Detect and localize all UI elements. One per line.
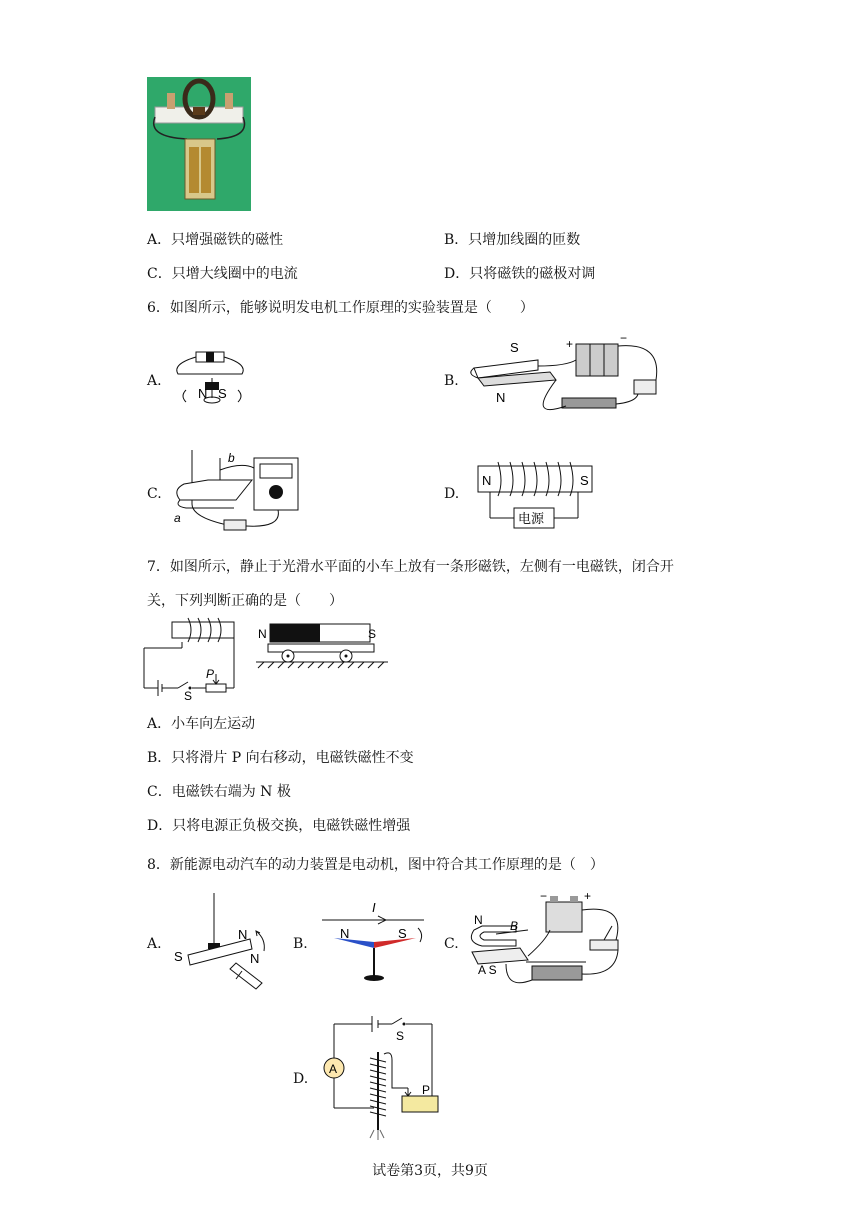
q6-figure-d <box>478 458 598 528</box>
fig8d-s: S <box>396 1029 405 1043</box>
q5-option-c[interactable]: C．只增大线圈中的电流 <box>147 266 298 282</box>
q7-option-b[interactable]: B．只将滑片 P 向右移动，电磁铁磁性不变 <box>147 750 414 766</box>
coil-device-illustration <box>147 77 251 211</box>
q6-figure-c <box>172 448 302 538</box>
fig6a-n: N <box>198 386 208 401</box>
q8-label-c[interactable]: C. <box>444 936 459 952</box>
fig6b-s: S <box>510 340 519 355</box>
q8-figure-c <box>466 890 636 1000</box>
fig8c-b: B <box>510 919 519 933</box>
q6-label-d[interactable]: D. <box>444 486 460 502</box>
fig8b-s: S <box>398 926 407 941</box>
fig8a-n2: N <box>250 951 260 966</box>
fig6d-n: N <box>482 473 492 488</box>
q7-option-d[interactable]: D．只将电源正负极交换，电磁铁磁性增强 <box>147 818 411 834</box>
q7-option-c[interactable]: C．电磁铁右端为 N 极 <box>147 784 291 800</box>
fig8d-ammeter: A <box>329 1062 338 1076</box>
q6-label-b[interactable]: B. <box>444 373 459 389</box>
fig6b-n: N <box>496 390 506 405</box>
q8-figure-a <box>170 893 280 989</box>
fig8b-i: I <box>372 900 376 915</box>
q7-stem-line2: 关，下列判断正确的是（ ） <box>147 593 343 609</box>
page-footer: 试卷第3页，共9页 <box>372 1163 488 1179</box>
fig7-p: P <box>206 667 215 681</box>
fig7-switch: S <box>184 689 193 703</box>
fig8c-as: A S <box>478 963 497 977</box>
q8-label-b[interactable]: B. <box>293 936 308 952</box>
q6-figure-b <box>466 331 666 420</box>
fig8c-n: N <box>474 913 483 927</box>
fig6b-plus: + <box>566 337 574 351</box>
q8-stem: 8．新能源电动汽车的动力装置是电动机，图中符合其工作原理的是（ ） <box>147 857 604 873</box>
q7-figure <box>142 618 392 703</box>
fig6c-b: b <box>228 451 235 465</box>
fig6d-source: 电源 <box>518 511 545 526</box>
q7-stem-line1: 7．如图所示，静止于光滑水平面的小车上放有一条形磁铁，左侧有一电磁铁，闭合开 <box>147 559 674 575</box>
q7-option-a[interactable]: A．小车向左运动 <box>147 716 256 732</box>
fig8d-p: P <box>422 1083 431 1097</box>
q6-label-a[interactable]: A. <box>147 373 162 389</box>
fig6a-s: S <box>218 386 227 401</box>
fig8c-minus: − <box>540 889 548 903</box>
q6-stem: 6．如图所示，能够说明发电机工作原理的实验装置是（ ） <box>147 300 534 316</box>
fig8a-n1: N <box>238 927 248 942</box>
q5-option-b[interactable]: B．只增加线圈的匝数 <box>444 232 581 248</box>
fig7-n: N <box>258 627 267 641</box>
fig8b-n: N <box>340 926 350 941</box>
fig7-s: S <box>368 627 377 641</box>
fig8c-plus: + <box>584 889 592 903</box>
fig8a-s: S <box>174 949 183 964</box>
fig6b-minus: − <box>620 331 628 345</box>
q8-figure-b <box>320 898 430 988</box>
fig6d-s: S <box>580 473 589 488</box>
q8-figure-d <box>318 1014 448 1144</box>
fig6c-a: a <box>174 511 181 525</box>
q5-photo <box>147 77 251 211</box>
q8-label-d[interactable]: D. <box>293 1071 309 1087</box>
q8-label-a[interactable]: A. <box>147 936 162 952</box>
q5-option-d[interactable]: D．只将磁铁的磁极对调 <box>444 266 596 282</box>
q6-figure-a <box>172 350 252 410</box>
q6-label-c[interactable]: C. <box>147 486 162 502</box>
q5-option-a[interactable]: A．只增强磁铁的磁性 <box>147 232 284 248</box>
